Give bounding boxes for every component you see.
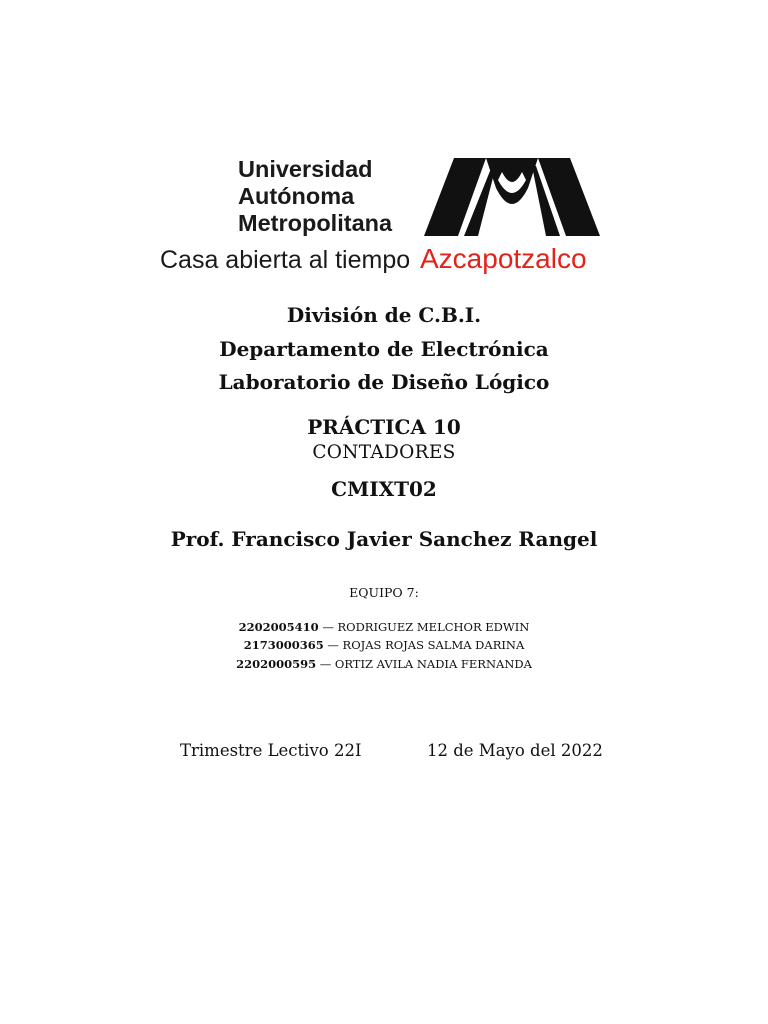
university-tagline: Casa abierta al tiempo (160, 246, 411, 274)
laboratory-heading: Laboratorio de Diseño Lógico (218, 370, 550, 394)
team-member (0, 638, 768, 652)
university-name-line-2: Autónoma (238, 183, 355, 209)
division-heading: División de C.B.I. (286, 303, 482, 327)
uam-logo-icon (424, 158, 600, 236)
practice-subtitle: CONTADORES (312, 442, 456, 463)
member-separator: — (318, 620, 338, 634)
department-heading: Departamento de Electrónica (219, 337, 549, 361)
academic-term: Trimestre Lectivo 22I (180, 741, 362, 760)
submission-date: 12 de Mayo del 2022 (427, 741, 603, 760)
group-code: CMIXT02 (331, 477, 437, 501)
member-id: 2202005410 (238, 620, 319, 634)
university-name-line-1: Universidad (238, 156, 373, 182)
university-name-line-3: Metropolitana (238, 210, 393, 236)
member-separator: — (323, 638, 343, 652)
university-logo (160, 150, 610, 285)
member-name: RODRIGUEZ MELCHOR EDWIN (337, 620, 530, 634)
member-id: 2202000595 (236, 657, 317, 671)
campus-name: Azcapotzalco (420, 243, 587, 274)
member-name: ROJAS ROJAS SALMA DARINA (342, 638, 525, 652)
member-name: ORTIZ AVILA NADIA FERNANDA (334, 657, 532, 671)
member-separator: — (316, 657, 335, 671)
professor-name: Prof. Francisco Javier Sanchez Rangel (170, 527, 598, 551)
university-name (238, 156, 392, 237)
member-id: 2173000365 (243, 638, 324, 652)
team-member (0, 620, 768, 634)
practice-title: PRÁCTICA 10 (307, 415, 461, 439)
team-member (0, 657, 768, 671)
team-label: EQUIPO 7: (349, 585, 419, 600)
